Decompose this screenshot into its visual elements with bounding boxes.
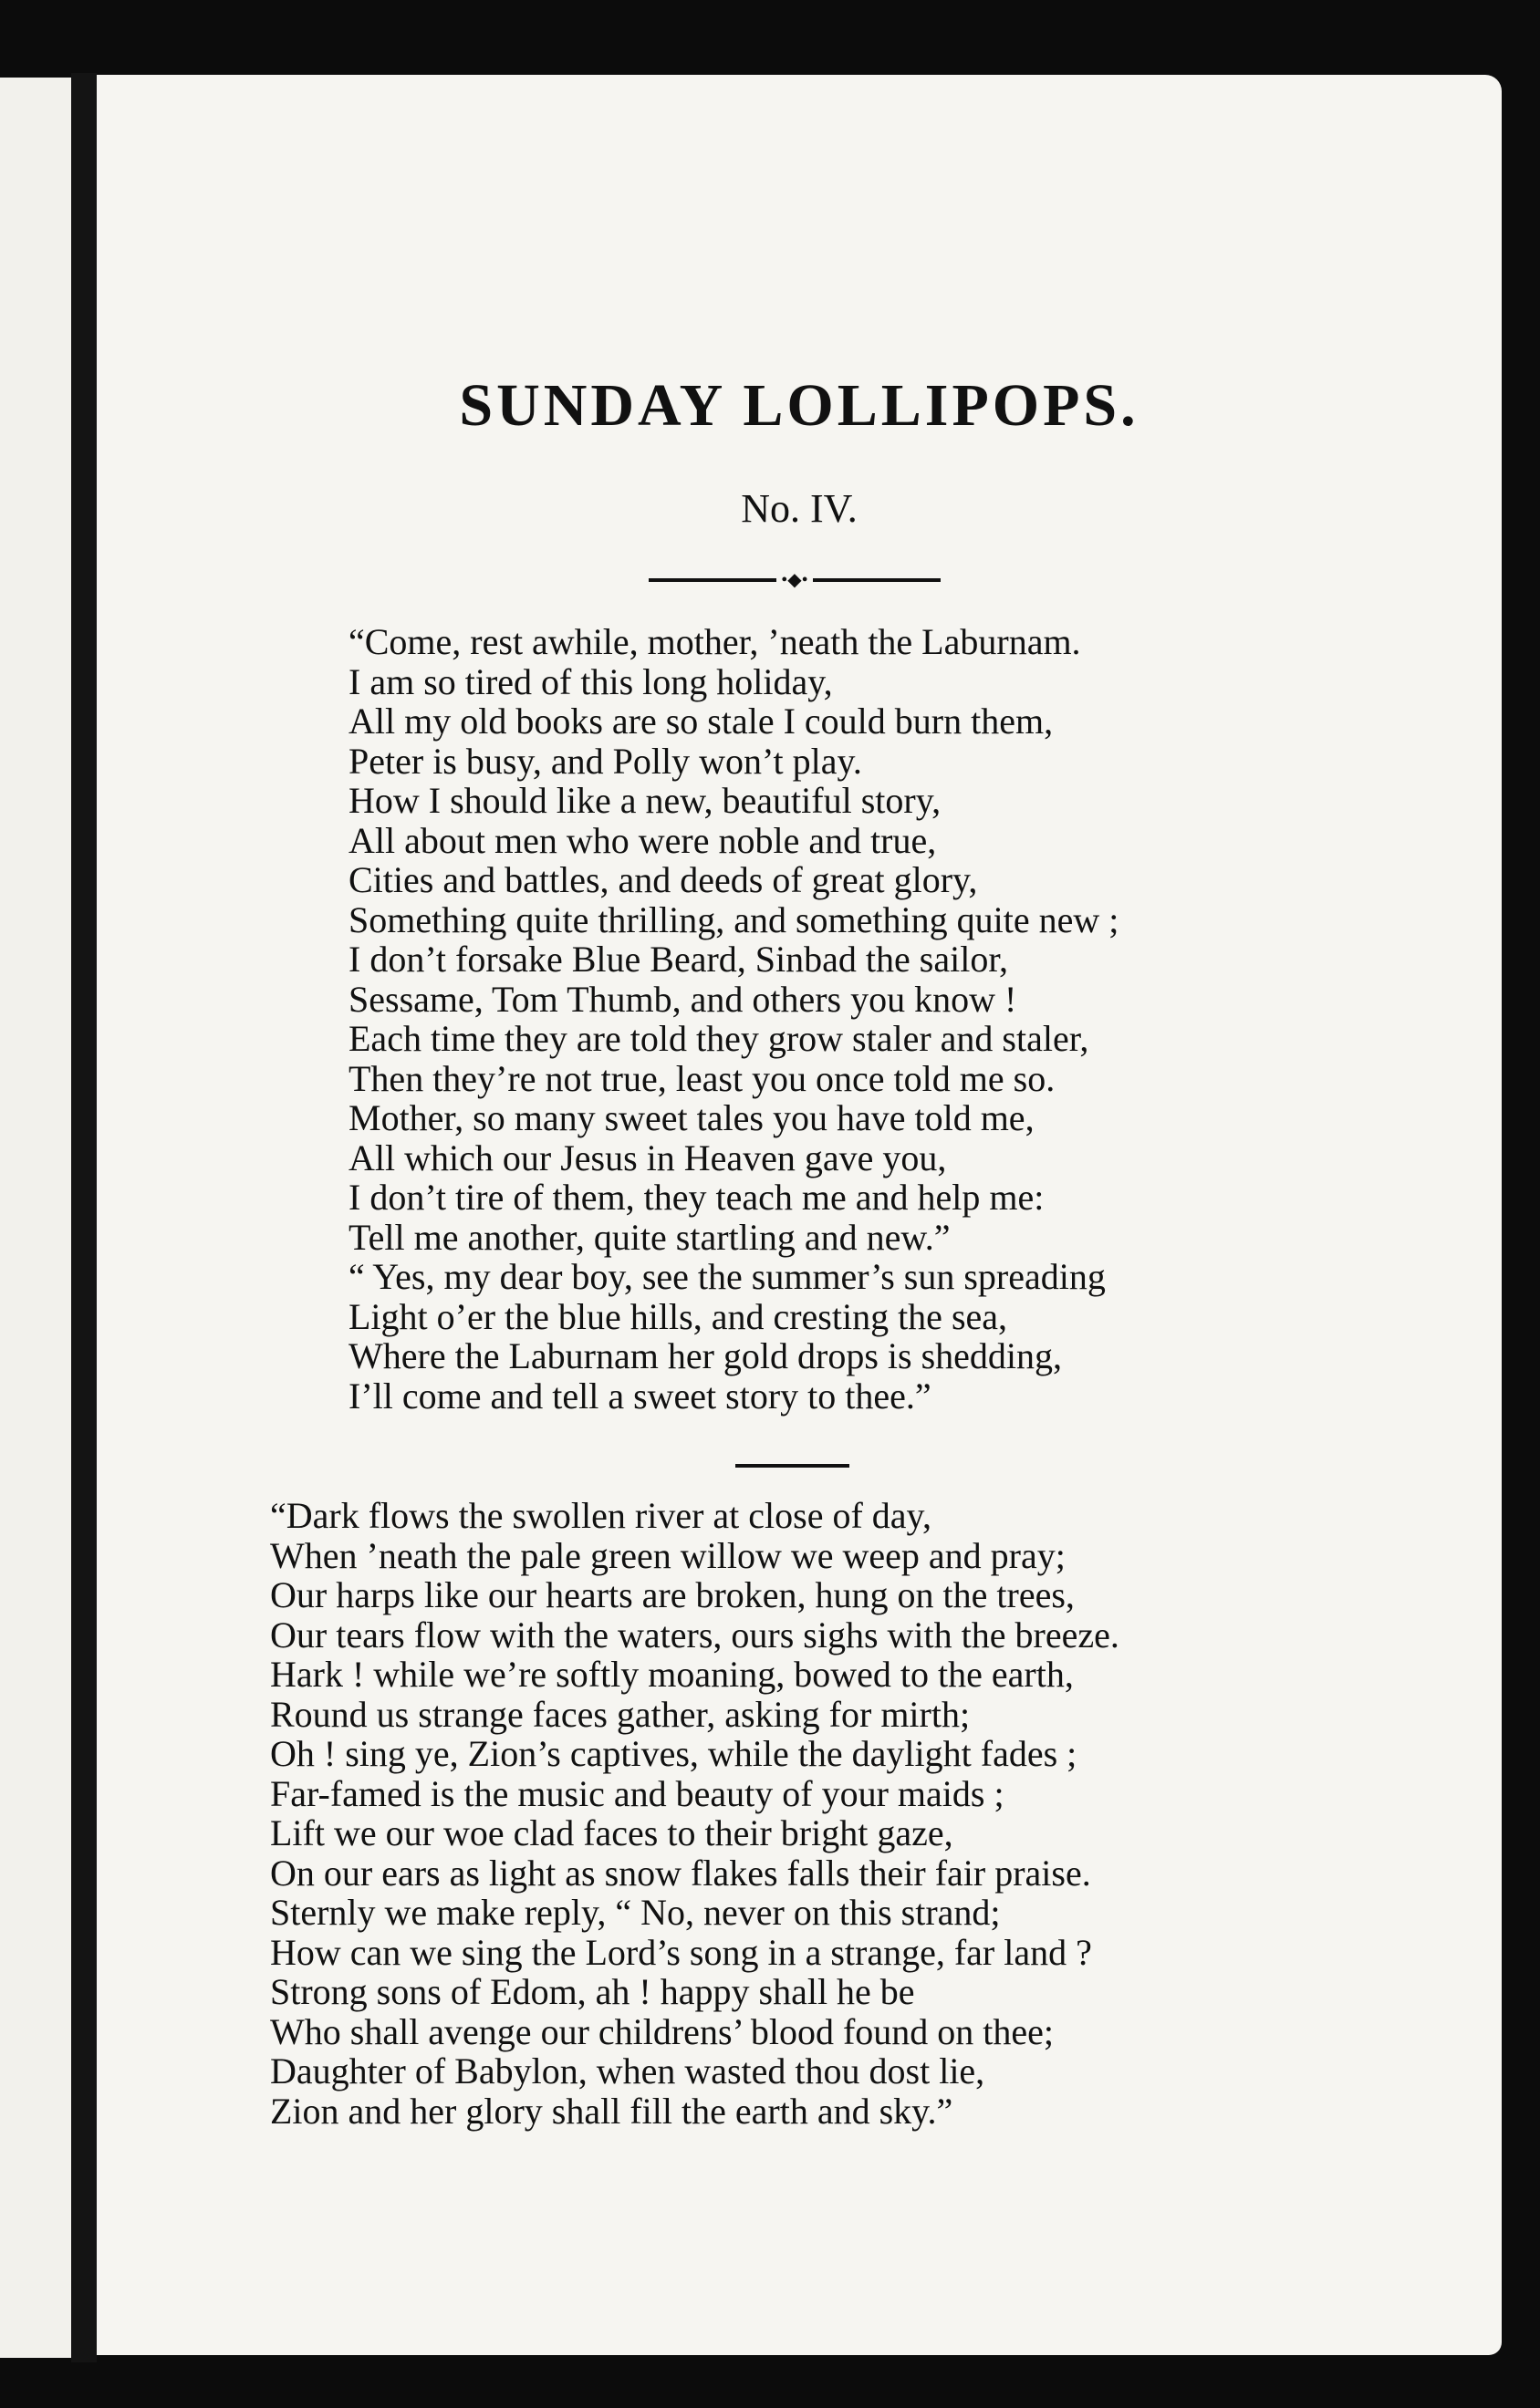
poem-line: All about men who were noble and true, (349, 819, 937, 861)
poem-line: Far-famed is the music and beauty of your maids ; (270, 1772, 1004, 1814)
poem-line: How can we sing the Lord’s song in a strange, far land ? (270, 1931, 1092, 1973)
poem-line: I don’t forsake Blue Beard, Sinbad the sailor, (349, 939, 1009, 980)
poem-laburnam (349, 622, 1119, 1416)
poem-line: Daughter of Babylon, when wasted thou dost lie, (270, 2050, 985, 2091)
poem-line: Sessame, Tom Thumb, and others you know ! (349, 978, 1017, 1020)
poem-line: Our tears flow with the waters, ours sighs with the breeze. (270, 1614, 1119, 1656)
poem-line: All my old books are so stale I could burn them, (349, 701, 1054, 742)
poem-line: When ’neath the pale green willow we weep and pray; (270, 1534, 1066, 1576)
poem-line: Tell me another, quite startling and new.” (349, 1216, 951, 1258)
poem-line: Who shall avenge our childrens’ blood found on thee; (270, 2010, 1055, 2052)
poem-line: Hark ! while we’re softly moaning, bowed to the earth, (270, 1654, 1074, 1695)
poem-line: “Dark flows the swollen river at close of day, (270, 1495, 931, 1536)
poem-line: Light o’er the blue hills, and cresting the sea, (349, 1295, 1008, 1337)
poem-line: Each time they are told they grow staler and staler, (349, 1018, 1089, 1059)
poem-line: “Come, rest awhile, mother, ’neath the Laburnam. (349, 621, 1081, 662)
poem-line: Then they’re not true, least you once told me so. (349, 1057, 1056, 1099)
poem-line: Round us strange faces gather, asking for mirth; (270, 1693, 971, 1735)
book-spine (71, 73, 97, 2362)
poem-line: Where the Laburnam her gold drops is shedding, (349, 1335, 1063, 1376)
poem-line: On our ears as light as snow flakes falls their fair praise. (270, 1852, 1091, 1894)
poem-line: Oh ! sing ye, Zion’s captives, while the daylight fades ; (270, 1733, 1077, 1774)
poem-line: How I should like a new, beautiful story, (349, 780, 942, 821)
page-title: SUNDAY LOLLIPOPS. (459, 372, 1139, 439)
issue-number: No. IV. (741, 486, 858, 531)
poem-line: All which our Jesus in Heaven gave you, (349, 1137, 947, 1178)
poem-line: Cities and battles, and deeds of great glory, (349, 859, 978, 900)
poem-line: I am so tired of this long holiday, (349, 660, 833, 702)
poem-line: Something quite thrilling, and something quite new ; (349, 898, 1119, 940)
book-page (97, 75, 1502, 2355)
facing-page-edge (0, 78, 71, 2358)
poem-line: Lift we our woe clad faces to their bright gaze, (270, 1812, 953, 1853)
section-divider (735, 1464, 849, 1468)
poem-line: “ Yes, my dear boy, see the summer’s sun spreading (349, 1256, 1106, 1297)
poem-line: Peter is busy, and Polly won’t play. (349, 740, 862, 782)
poem-line: Mother, so many sweet tales you have told me, (349, 1097, 1035, 1138)
poem-line: I’ll come and tell a sweet story to thee.” (349, 1375, 931, 1417)
ornamental-rule: •◆• (649, 575, 941, 586)
poem-babylon (270, 1496, 1119, 2131)
poem-line: Sternly we make reply, “ No, never on this strand; (270, 1892, 1001, 1933)
poem-line: Zion and her glory shall fill the earth and sky.” (270, 2090, 953, 2132)
poem-line: I don’t tire of them, they teach me and help me: (349, 1177, 1045, 1218)
poem-line: Strong sons of Edom, ah ! happy shall he be (270, 1971, 915, 2012)
poem-line: Our harps like our hearts are broken, hung on the trees, (270, 1574, 1075, 1615)
